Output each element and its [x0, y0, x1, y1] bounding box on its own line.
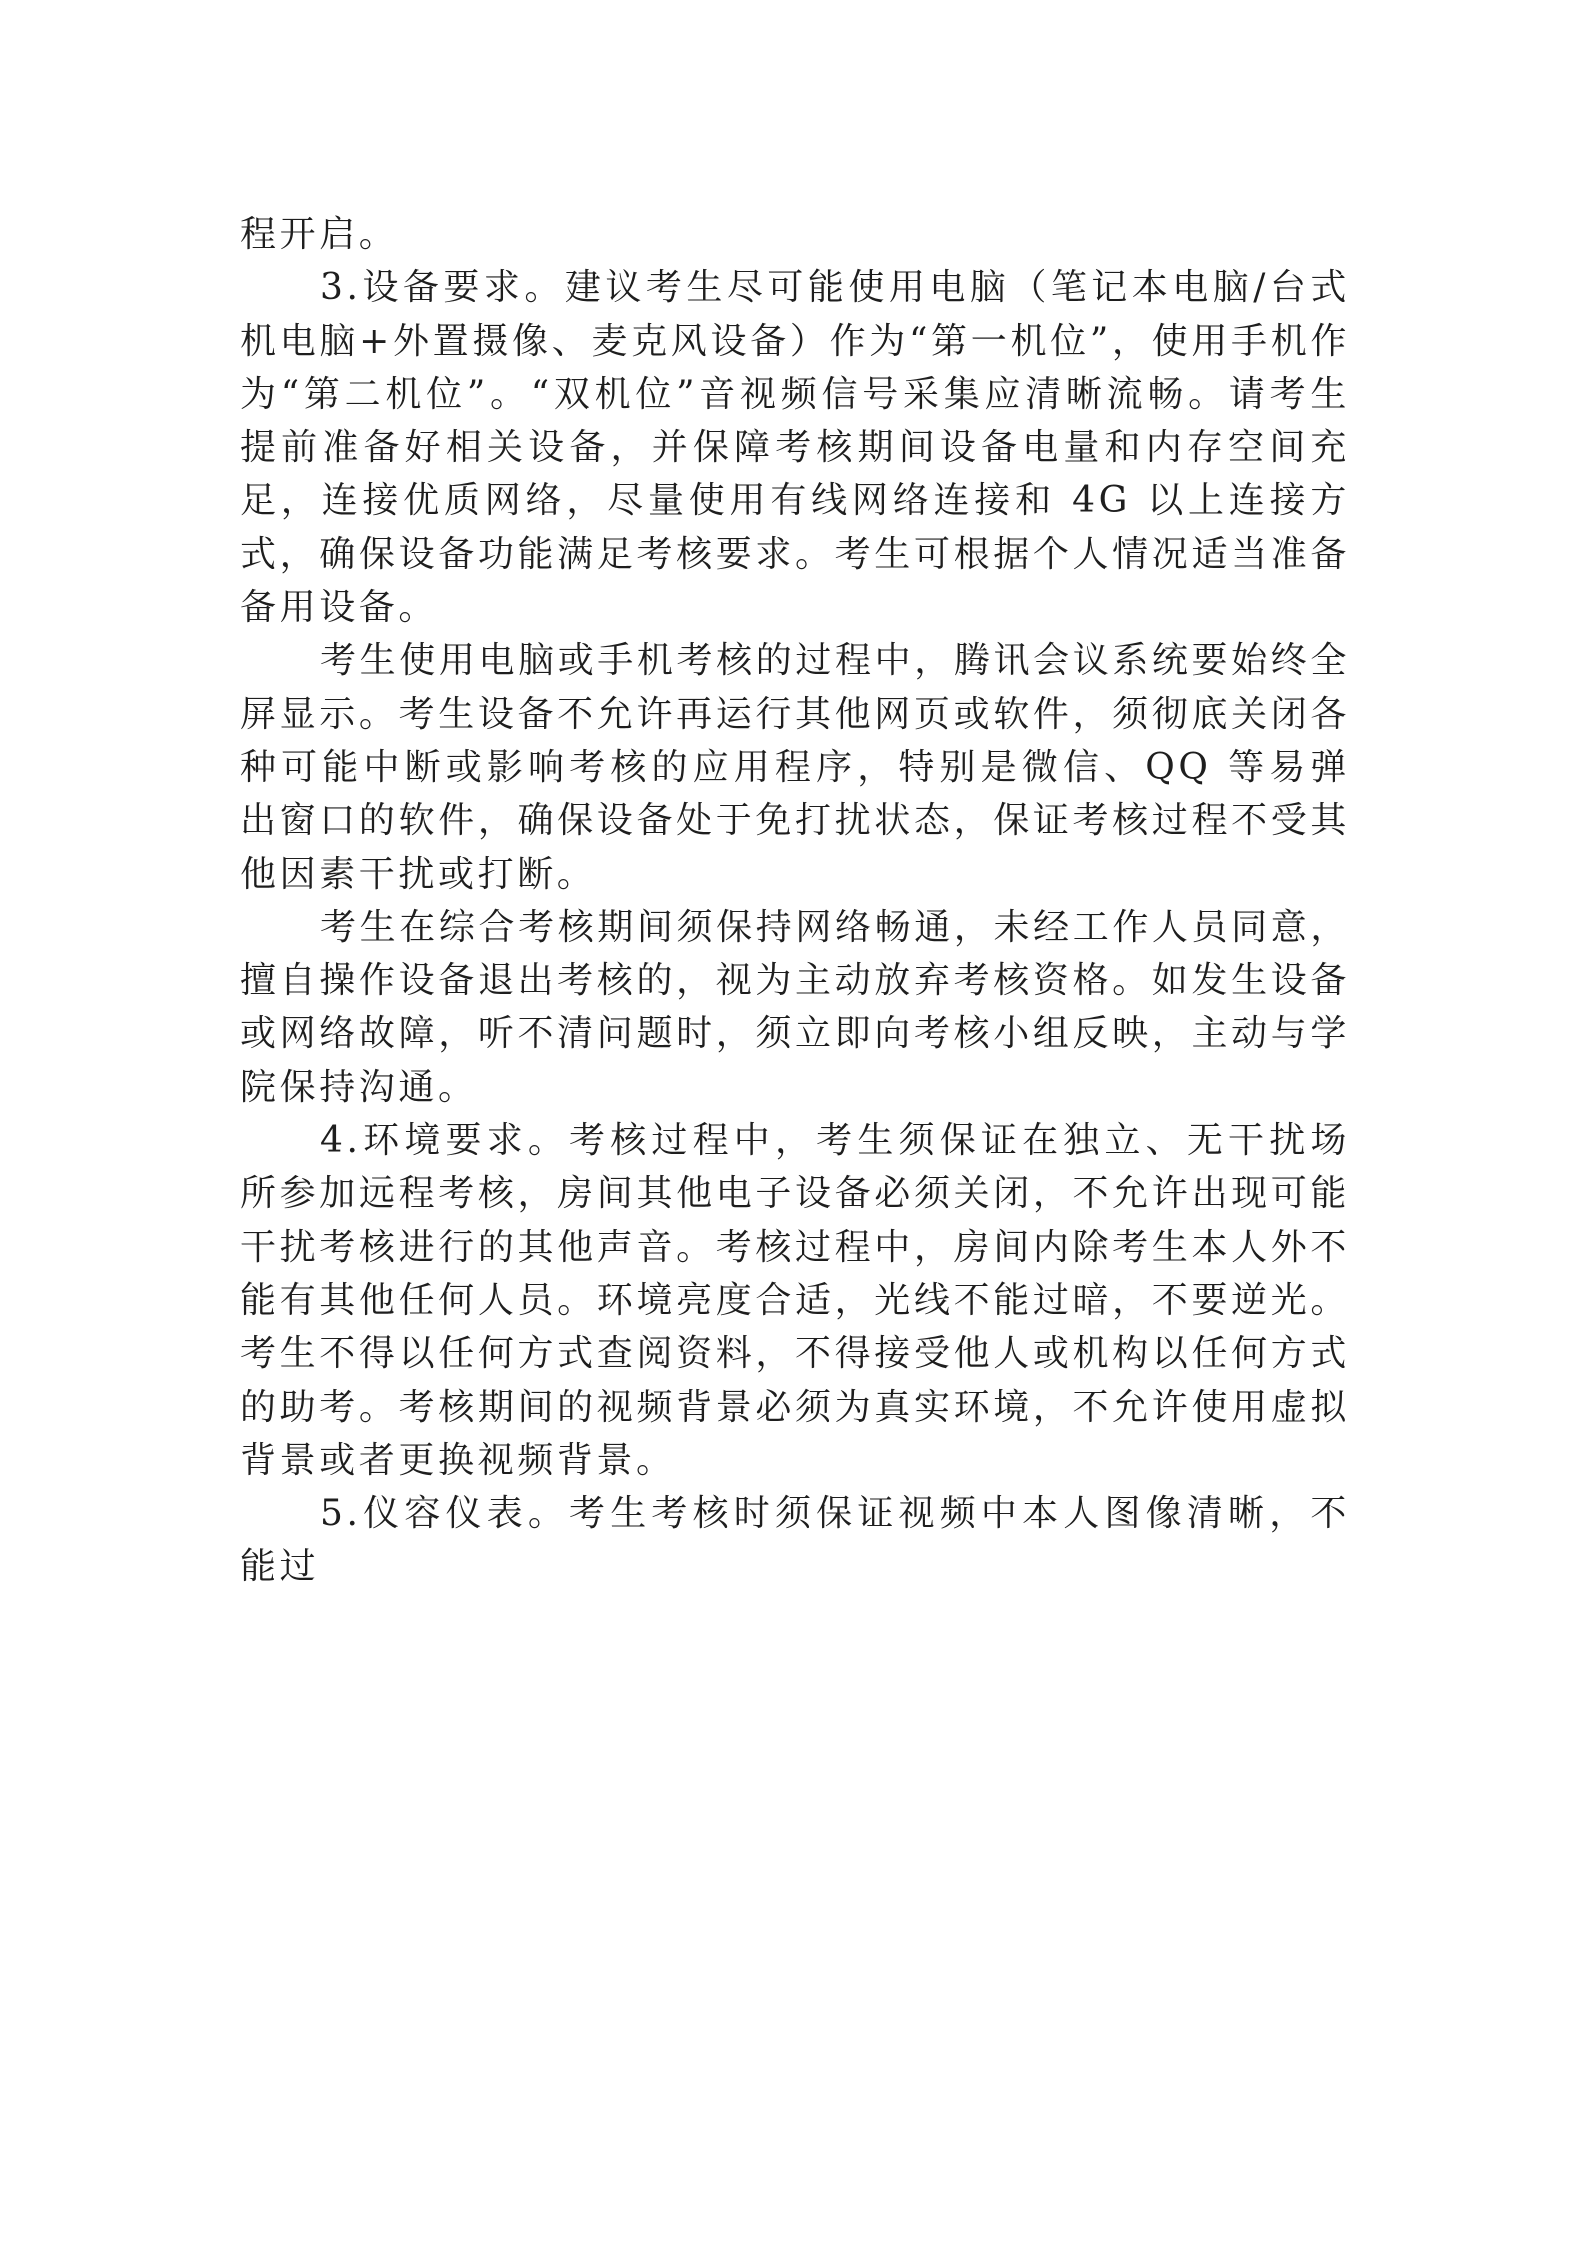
- paragraph-network-rules: 考生在综合考核期间须保持网络畅通，未经工作人员同意，擅自操作设备退出考核的，视为主动放弃考核资格。如发生设备或网络故障，听不清问题时，须立即向考核小组反映，主动与学院保持沟通。: [240, 906, 1350, 1108]
- paragraph-environment-requirements: 4.环境要求。考核过程中，考生须保证在独立、无干扰场所参加远程考核，房间其他电子设备必须关闭，不允许出现可能干扰考核进行的其他声音。考核过程中，房间内除考生本人外不能有其他任何人员。环境亮度合适，光线不能过暗，不要逆光。考生不得以任何方式查阅资料，不得接受他人或机构以任何方式的助考。考核期间的视频背景必须为真实环境，不允许使用虚拟背景或者更换视频背景。: [240, 1120, 1350, 1481]
- paragraph-device-requirements: 3.设备要求。建议考生尽可能使用电脑（笔记本电脑/台式机电脑+外置摄像、麦克风设备）作为“第一机位”，使用手机作为“第二机位”。“双机位”音视频信号采集应清晰流畅。请考生提前准备好相关设备，并保障考核期间设备电量和内存空间充足，连接优质网络，尽量使用有线网络连接和 4G 以上连接方式，确保设备功能满足考核要求。考生可根据个人情况适当准备备用设备。: [240, 267, 1350, 629]
- paragraph-appearance: 5.仪容仪表。考生考核时须保证视频中本人图像清晰，不能过: [240, 1493, 1350, 1588]
- document-body: [240, 208, 1350, 1594]
- paragraph-fullscreen-rules: 考生使用电脑或手机考核的过程中，腾讯会议系统要始终全屏显示。考生设备不允许再运行其他网页或软件，须彻底关闭各种可能中断或影响考核的应用程序，特别是微信、QQ 等易弹出窗口的软件，确保设备处于免打扰状态，保证考核过程不受其他因素干扰或打断。: [240, 640, 1350, 895]
- paragraph-continuation: 程开启。: [240, 214, 399, 255]
